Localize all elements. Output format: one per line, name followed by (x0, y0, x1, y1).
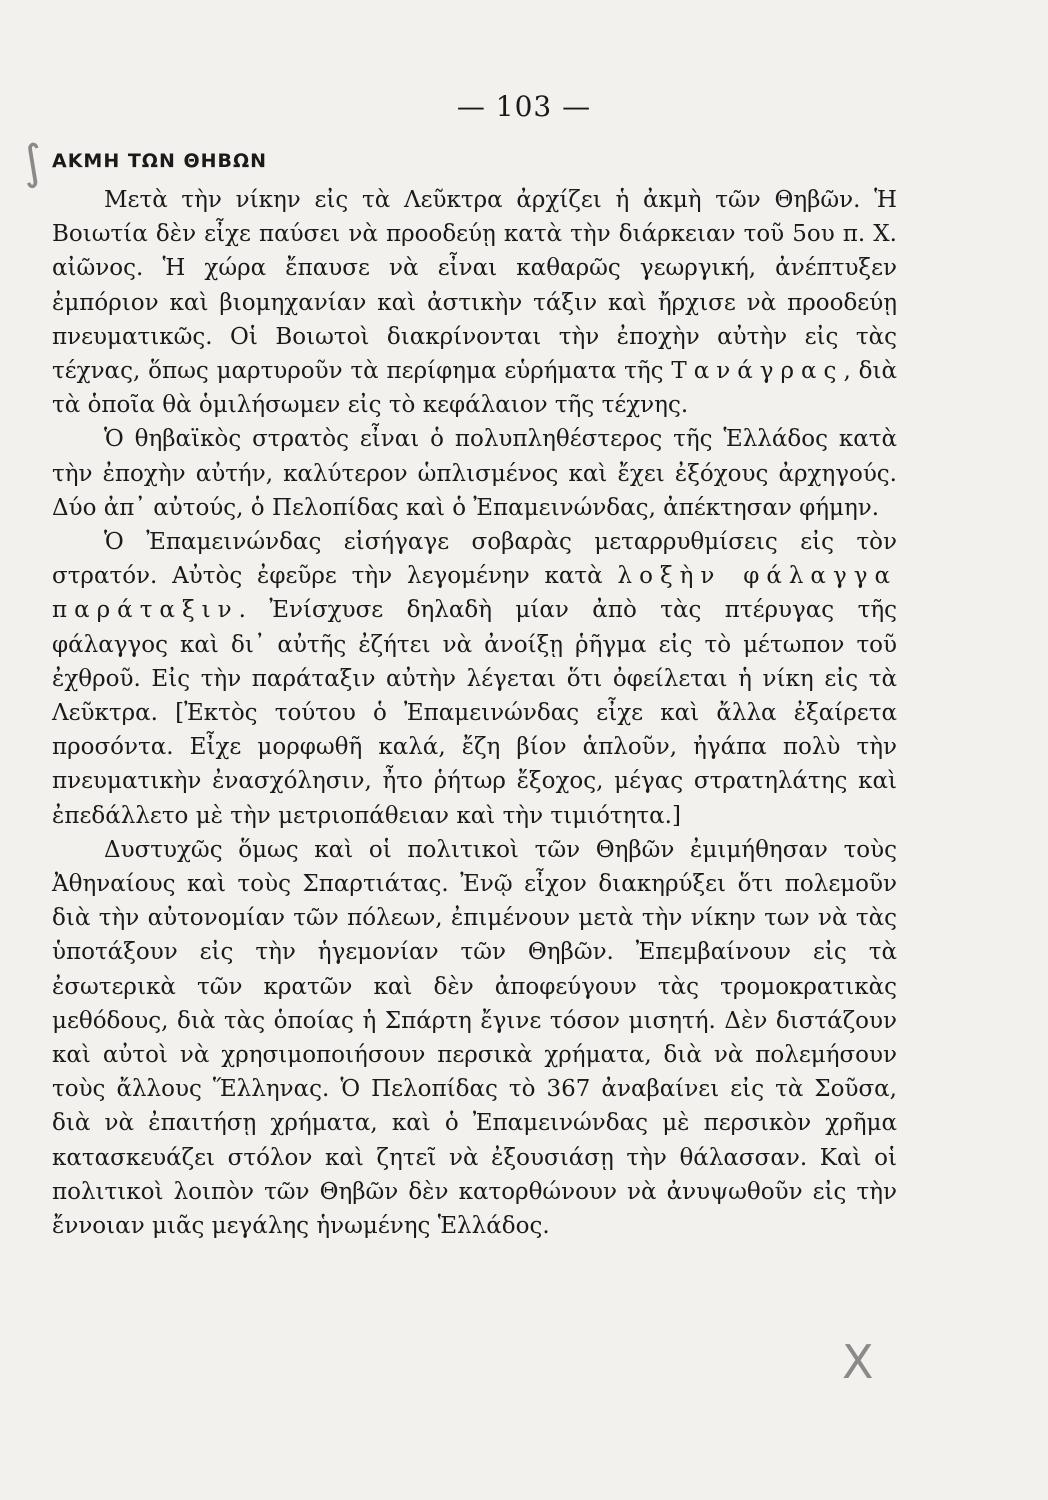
page-number: — 103 — (456, 90, 592, 123)
margin-x-mark: X (842, 1335, 874, 1389)
paragraph-3-spaced-term: λοξὴν φάλαγγα παράταξιν (52, 563, 897, 624)
paragraph-2-text: Ὁ θηβαϊκὸς στρατὸς εἶναι ὁ πολυπληθέστερος τῆς Ἑλλάδος κατὰ τὴν ἐποχὴν αὐτήν, καλύτερον ὡπλισμένος καὶ ἔχει ἐξόχους ἀρχηγούς. Δύο ἀπ᾿ αὐτούς, ὁ Πελοπίδας καὶ ὁ Ἐπαμεινώνδας, ἀπέκτησαν φήμην. (52, 426, 897, 521)
paragraph-1-text: Μετὰ τὴν νίκην εἰς τὰ Λεῦκτρα ἀρχίζει ἡ ἀκμὴ τῶν Θηβῶν. Ἡ Βοιωτία δὲν εἶχε παύσει νὰ προοδεύῃ κατὰ τὴν διάρκειαν τοῦ 5ου π. Χ. αἰῶνος. Ἡ χώρα ἔπαυσε νὰ εἶναι καθαρῶς γεωργική, ἀνέπτυξεν ἐμπόριον καὶ βιομηχανίαν καὶ ἀστικὴν τάξιν καὶ ἤρχισε νὰ προοδεύῃ πνευματικῶς. Οἱ Βοιωτοὶ διακρίνονται τὴν ἐποχὴν αὐτὴν εἰς τὰς τέχνας, ὅπως μαρτυροῦν τὰ περίφημα εὑρήματα τῆς (52, 187, 897, 385)
paragraph-4-text: Δυστυχῶς ὅμως καὶ οἱ πολιτικοὶ τῶν Θηβῶν ἐμιμήθησαν τοὺς Ἀθηναίους καὶ τοὺς Σπαρτιάτας. Ἐνῷ εἶχον διακηρύξει ὅτι πολεμοῦν διὰ τὴν αὐτονομίαν τῶν πόλεων, ἐπιμένουν μετὰ τὴν νίκην των νὰ τὰς ὑποτάξουν εἰς τὴν ἡγεμονίαν τῶν Θηβῶν. Ἐπεμβαίνουν εἰς τὰ ἐσωτερικὰ τῶν κρατῶν καὶ δὲν ἀποφεύγουν τὰς τρομοκρατικὰς μεθόδους, διὰ τὰς ὁποίας ἡ Σπάρτη ἔγινε τόσον μισητή. Δὲν διστάζουν καὶ αὐτοὶ νὰ χρησιμοποιήσουν περσικὰ χρήματα, διὰ νὰ πολεμήσουν τοὺς ἄλλους Ἕλληνας. Ὁ Πελοπίδας τὸ 367 ἀναβαίνει εἰς τὰ Σοῦσα, διὰ νὰ ἐπαιτήσῃ χρήματα, καὶ ὁ Ἐπαμεινώνδας μὲ περσικὸν χρῆμα κατασκευάζει στόλον καὶ ζητεῖ νὰ ἐξουσιάσῃ τὴν θάλασσαν. Καὶ οἱ πολιτικοὶ λοιπὸν τῶν Θηβῶν δὲν κατορθώνουν νὰ ἀνυψωθοῦν εἰς τὴν ἔννοιαν μιᾶς μεγάλης ἡνωμένης Ἑλλάδος. (52, 836, 897, 1240)
paragraph-1-spaced-term: Τανάγρας (671, 358, 844, 385)
section-heading: ΑΚΜΗ ΤΩΝ ΘΗΒΩΝ (52, 150, 268, 172)
paragraph-1-after: , διὰ τὰ ὁποῖα θὰ ὁμιλήσωμεν εἰς τὸ κεφάλαιον τῆς τέχνης. (52, 358, 897, 419)
paragraph-3-text: Ὁ Ἐπαμεινώνδας εἰσήγαγε σοβαρὰς μεταρρυθμίσεις εἰς τὸν στρατόν. Αὐτὸς ἐφεῦρε τὴν λεγομένην κατὰ (52, 529, 897, 590)
paragraph-4 (52, 833, 897, 1243)
paragraph-1 (52, 183, 897, 422)
body-text (52, 183, 897, 1243)
paragraph-3-after: . Ἐνίσχυσε δηλαδὴ μίαν ἀπὸ τὰς πτέρυγας τῆς φάλαγγος καὶ δι᾿ αὐτῆς ἐζήτει νὰ ἀνοίξῃ ῥῆγμα εἰς τὸ μέτωπον τοῦ ἐχθροῦ. Εἰς τὴν παράταξιν αὐτὴν λέγεται ὅτι ὀφείλεται ἡ νίκη εἰς τὰ Λεῦκτρα. [Ἐκτὸς τούτου ὁ Ἐπαμεινώνδας εἶχε καὶ ἄλλα ἐξαίρετα προσόντα. Εἶχε μορφωθῆ καλά, ἔζη βίον ἁπλοῦν, ἠγάπα πολὺ τὴν πνευματικὴν ἐνασχόλησιν, ἦτο ῥήτωρ ἔξοχος, μέγας στρατηλάτης καὶ ἐπεδάλλετο μὲ τὴν μετριοπάθειαν καὶ τὴν τιμιότητα.] (52, 597, 897, 829)
paragraph-2 (52, 422, 897, 525)
margin-pencil-mark: ∫ (14, 133, 50, 191)
paragraph-3 (52, 525, 897, 833)
